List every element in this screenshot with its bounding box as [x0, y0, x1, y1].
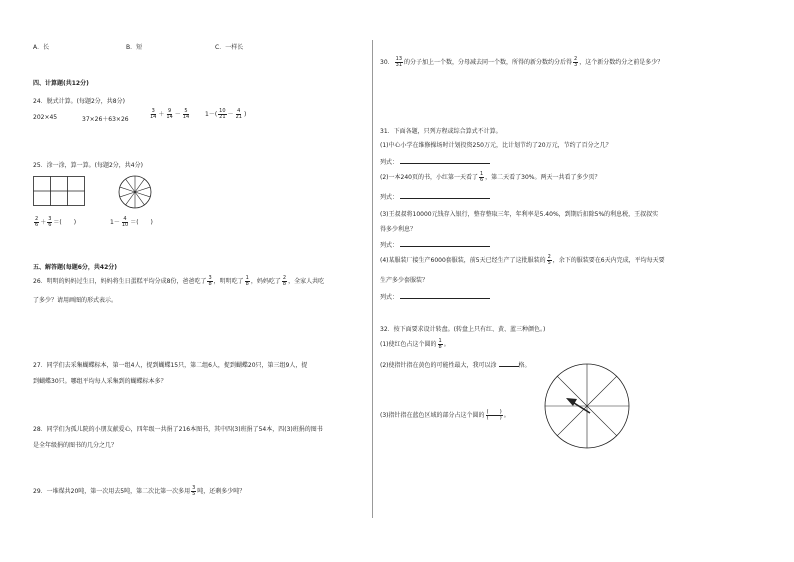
q26-line2: 了多少？请用画图的形式表示。 — [33, 297, 118, 304]
q24-expr2: 37×26＋63×26 — [82, 116, 129, 123]
q31-part3-line2: 得多少利息？ — [380, 226, 417, 233]
q27-line1: 27．同学们去采集蝴蝶标本，第一组4人，捉到蝴蝶15只，第二组6人，捉到蝴蝶20只，第三组9人，捉 — [33, 362, 308, 369]
sector-line — [135, 192, 150, 197]
q31-answer3[interactable]: 列式： — [380, 240, 490, 249]
q30: 30． $\frac{13}{31}$ 的分子加上一个数，分母减去同一个数，所得的新分数约分后得 $\frac{2}{3}$ ，这个新分数约分之前是多少？ — [380, 56, 664, 68]
q32-step2-blank[interactable] — [499, 361, 519, 367]
q32-label: 32．按下面要求设计转盘。(转盘上只有红、黄、蓝三种颜色。) — [380, 326, 546, 333]
column-divider — [372, 40, 373, 518]
sector-line — [126, 179, 135, 192]
q31-answer2[interactable]: 列式： — [380, 192, 490, 201]
sector-line — [126, 192, 135, 205]
q24-expr4: 1－( $\frac{10}{21}$ － $\frac{4}{21}$ ) — [205, 108, 247, 120]
option-b[interactable]: B．短 — [126, 44, 143, 51]
sector-line — [135, 179, 144, 192]
q32-step2: (2)使指针指在黄色的可能性最大，我可以涂 格。 — [380, 362, 531, 369]
q24-label: 24．脱式计算。(每题2分，共8分) — [33, 98, 125, 105]
sector-line — [587, 406, 617, 436]
q25-label: 25．涂一涂，算一算。(每题2分，共4分) — [33, 162, 143, 169]
q24-expr1: 202×45 — [33, 114, 58, 121]
rectangle-grid-diagram[interactable] — [33, 176, 85, 206]
q24-expr3: $\frac{3}{14}$ ＋ $\frac{9}{14}$ － $\frac{5}{14}$ — [150, 108, 190, 120]
q29: 29．一堆煤共20吨，第一次用去5吨，第二次比第一次多用 $\frac{3}{5}$ 吨，还剩多少吨？ — [33, 485, 246, 497]
sector-line — [135, 187, 150, 192]
section5-title: 五、解答题(每题6分，共42分) — [33, 264, 118, 271]
q27-line2: 到蝴蝶30只。哪组平均每人采集到的蝴蝶标本多？ — [33, 378, 167, 385]
circle-10-parts-diagram[interactable] — [118, 175, 152, 209]
q26-line1: 26．明明的妈妈过生日，妈妈将生日蛋糕平均分成8份，爸爸吃了 $\frac{3}{8}$ ，明明吃了 $\frac{1}{8}$ ，妈妈吃了 $\frac{2}{8}$ ，全家人共吃 — [33, 275, 325, 287]
q31-part4-line1: (4)某服装厂接生产6000套服装，前5天已经生产了这批服装的 $\frac{2}{5}$ ，余下的服装要在6天内完成，平均每天要 — [380, 254, 665, 266]
q28-line2: 是全年级捐的图书的几分之几？ — [33, 442, 118, 449]
sector-line — [587, 376, 617, 406]
q32-step3-numerator-blank[interactable]: ( ) — [486, 409, 502, 415]
option-a[interactable]: A．长 — [33, 44, 50, 51]
q28-line1: 28．同学们为孤儿院的小朋友献爱心，四年级一共捐了216本图书，其中四(3)班捐了54本，四(3)班捐的图书 — [33, 426, 323, 433]
q31-answer1[interactable]: 列式： — [380, 157, 490, 166]
q31-label: 31．下面各题，只列方程或综合算式不计算。 — [380, 128, 502, 135]
sector-line — [135, 192, 144, 205]
q31-part4-line2: 生产多少套服装？ — [380, 277, 429, 284]
spinner-wheel-diagram[interactable] — [544, 363, 630, 449]
sector-line — [120, 192, 135, 197]
q31-part1: (1)中心小学在维修操场时计划投资250万元，比计划节约了20万元，节约了百分之几？ — [380, 142, 612, 149]
q31-part3-line1: (3)王叔叔将10000元钱存入银行，整存整取三年，年利率是5.40%，到期后扣除5%的利息税，王叔叔实 — [380, 211, 659, 218]
option-c[interactable]: C．一样长 — [215, 44, 244, 51]
q31-part2: (2)一本240页的书，小红第一天看了 $\frac{1}{6}$ ，第二天看了30%。两天一共看了多少页？ — [380, 171, 601, 183]
q31-answer4[interactable]: 列式： — [380, 292, 490, 301]
section4-title: 四、计算题(共12分) — [33, 80, 89, 87]
q25-formula1: $\frac{2}{6}$ ＋ $\frac{3}{6}$ ＝( ) — [35, 216, 77, 228]
q25-formula2: 1－ $\frac{4}{10}$ ＝( ) — [110, 216, 153, 228]
q32-step3: (3)指针指在蓝色区域的部分占这个圆的 $\frac{( )}{( )}$ 。 — [380, 409, 510, 421]
sector-line — [120, 187, 135, 192]
q32-step1: (1)使红色占这个圆的 $\frac{1}{8}$ 。 — [380, 338, 450, 350]
q32-step3-denominator-blank[interactable]: ( ) — [486, 415, 502, 421]
sector-line — [557, 406, 587, 436]
